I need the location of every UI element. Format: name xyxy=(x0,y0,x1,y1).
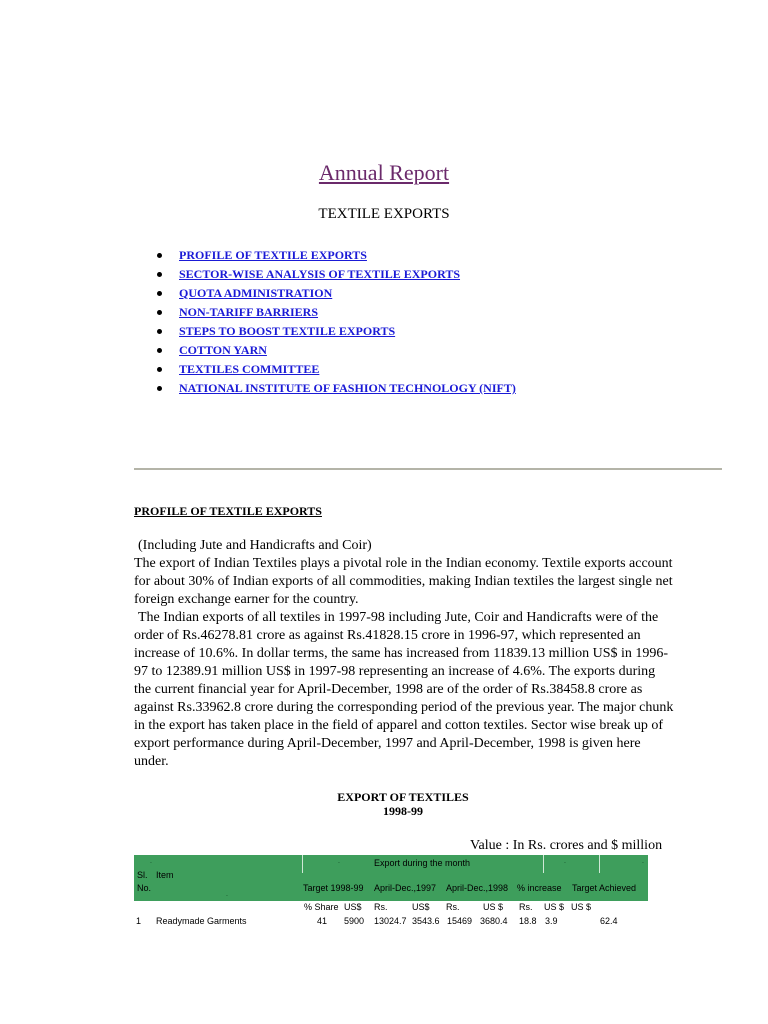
row-item: Readymade Garments xyxy=(156,916,247,926)
col-april-dec-1997: April-Dec.,1997 xyxy=(374,883,437,893)
toc-item xyxy=(155,265,516,284)
cell-marker: . xyxy=(338,858,340,865)
subheader-cell: US$ xyxy=(412,902,430,912)
subheader-cell: Rs. xyxy=(446,902,460,912)
cell-marker: . xyxy=(642,858,644,865)
paragraph-1: The export of Indian Textiles plays a pivotal role in the Indian economy. Textile exports account for about 30% of Indian exports of all commodities, making Indian textiles the largest single net foreign exchange earner for the country. xyxy=(134,556,673,607)
table-title: EXPORT OF TEXTILES xyxy=(337,790,469,804)
row-cell: 18.8 xyxy=(519,916,537,926)
table-row xyxy=(134,916,654,930)
row-cell: 62.4 xyxy=(600,916,618,926)
toc-link-non-tariff[interactable]: NON-TARIFF BARRIERS xyxy=(179,305,319,319)
section-body xyxy=(134,537,674,771)
toc-item xyxy=(155,360,516,379)
header-divider xyxy=(599,855,600,873)
toc-link-nift[interactable]: NATIONAL INSTITUTE OF FASHION TECHNOLOGY (NIFT) xyxy=(179,381,516,395)
group-header: Export during the month xyxy=(374,858,471,868)
col-target-achieved: Target Achieved xyxy=(572,883,637,893)
row-cell: 41 xyxy=(317,916,328,926)
col-target-1998-99: Target 1998-99 xyxy=(303,883,364,893)
row-cell: 5900 xyxy=(344,916,365,926)
table-header xyxy=(134,855,648,901)
sl-label: Sl. xyxy=(137,870,148,880)
toc-link-quota[interactable]: QUOTA ADMINISTRATION xyxy=(179,286,333,300)
toc-link-textiles-committee[interactable]: TEXTILES COMMITTEE xyxy=(179,362,320,376)
col-april-dec-1998: April-Dec.,1998 xyxy=(446,883,509,893)
paragraph-2: The Indian exports of all textiles in 1997-98 including Jute, Coir and Handicrafts were of the order of Rs.46278.81 crore as against Rs.41828.15 crore in 1996-97, which represented an increase of 10.6%. In dollar terms, the same has increased from 11839.13 million US$ in 1996-97 to 12389.91 million US$ in 1997-98 representing an increase of 4.6%. The exports during the current financial year for April-December, 1998 are of the order of Rs.38458.8 crore as against Rs.33962.8 crore during the corresponding period of the previous year. The major chunk in the export has taken place in the field of apparel and cotton textiles. Sector wise break up of export performance during April-December, 1997 and April-December, 1998 is given here under. xyxy=(134,610,674,769)
subheader-cell: Rs. xyxy=(374,902,388,912)
no-label: No. xyxy=(137,883,152,893)
table-subheader-row xyxy=(134,902,654,916)
subheader-cell: % Share xyxy=(304,902,339,912)
cell-marker: . xyxy=(150,858,152,865)
table-period: 1998-99 xyxy=(383,804,423,818)
toc-link-profile[interactable]: PROFILE OF TEXTILE EXPORTS xyxy=(179,248,367,262)
subheader-cell: Rs. xyxy=(519,902,533,912)
intro-line: (Including Jute and Handicrafts and Coir) xyxy=(138,538,372,553)
page-title: Annual Report xyxy=(318,160,450,185)
page-subtitle: TEXTILE EXPORTS xyxy=(318,206,450,222)
col-percent-increase: % increase xyxy=(517,883,562,893)
toc-link-cotton-yarn[interactable]: COTTON YARN xyxy=(179,343,267,357)
toc-item xyxy=(155,341,516,360)
toc-item xyxy=(155,246,516,265)
subheader-cell: US$ xyxy=(344,902,362,912)
subheader-cell: US $ xyxy=(571,902,592,912)
cell-marker: . xyxy=(564,858,566,865)
subheader-cell: US $ xyxy=(483,902,504,912)
cell-marker: . xyxy=(226,891,228,898)
section-heading: PROFILE OF TEXTILE EXPORTS xyxy=(134,504,322,518)
row-cell: 3.9 xyxy=(545,916,558,926)
toc-item xyxy=(155,284,516,303)
header-divider xyxy=(302,855,303,873)
row-cell: 3543.6 xyxy=(412,916,440,926)
toc-item xyxy=(155,303,516,322)
table-title-block xyxy=(0,790,768,818)
value-note: Value : In Rs. crores and $ million xyxy=(470,838,663,853)
header-divider xyxy=(543,855,544,873)
row-cell: 15469 xyxy=(447,916,473,926)
row-cell: 13024.7 xyxy=(374,916,407,926)
row-cell: 3680.4 xyxy=(480,916,508,926)
toc-item xyxy=(155,379,516,398)
toc-link-sector-wise[interactable]: SECTOR-WISE ANALYSIS OF TEXTILE EXPORTS xyxy=(179,267,461,281)
table-of-contents xyxy=(155,246,516,398)
toc-item xyxy=(155,322,516,341)
row-sl: 1 xyxy=(136,916,142,926)
subheader-cell: US $ xyxy=(544,902,565,912)
item-label: Item xyxy=(156,870,174,880)
horizontal-divider xyxy=(134,468,722,470)
toc-link-steps[interactable]: STEPS TO BOOST TEXTILE EXPORTS xyxy=(179,324,396,338)
